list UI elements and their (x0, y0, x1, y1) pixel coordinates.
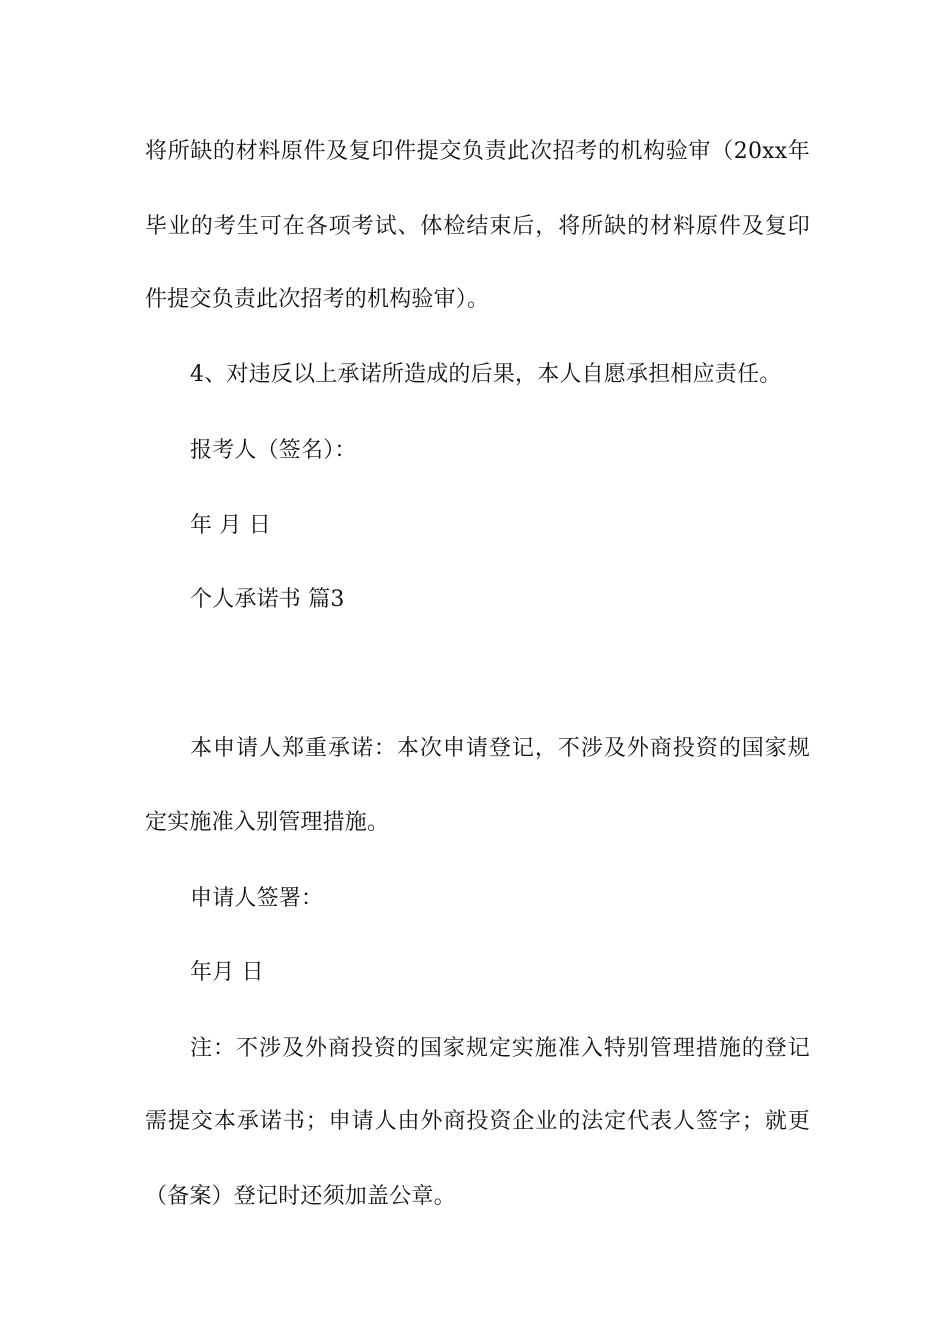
declaration-line-1: 本申请人郑重承诺：本次申请登记，不涉及外商投资的国家规 (190, 736, 810, 761)
date-line-1: 年 月 日 (190, 513, 271, 538)
note-line-3: （备案）登记时还须加盖公章。 (145, 1184, 456, 1209)
paragraph-line-2: 毕业的考生可在各项考试、体检结束后，将所缺的材料原件及复印 (145, 214, 810, 239)
commitment-item-4: 4、对违反以上承诺所造成的后果，本人自愿承担相应责任。 (190, 362, 782, 387)
note-line-2: 需提交本承诺书；申请人由外商投资企业的法定代表人签字；就更 (145, 1109, 810, 1134)
paragraph-line-1: 将所缺的材料原件及复印件提交负责此次招考的机构验审（20xx年 (145, 139, 810, 164)
note-line-1: 注：不涉及外商投资的国家规定实施准入特别管理措施的登记 (190, 1036, 810, 1061)
declaration-line-2: 定实施准入别管理措施。 (145, 810, 390, 835)
date-line-2: 年月 日 (190, 960, 264, 985)
signatory-label: 申请人签署： (190, 886, 324, 911)
applicant-signature-label: 报考人（签名）： (190, 438, 357, 463)
section-title: 个人承诺书 篇3 (190, 587, 345, 612)
paragraph-line-3: 件提交负责此次招考的机构验审）。 (145, 287, 490, 312)
